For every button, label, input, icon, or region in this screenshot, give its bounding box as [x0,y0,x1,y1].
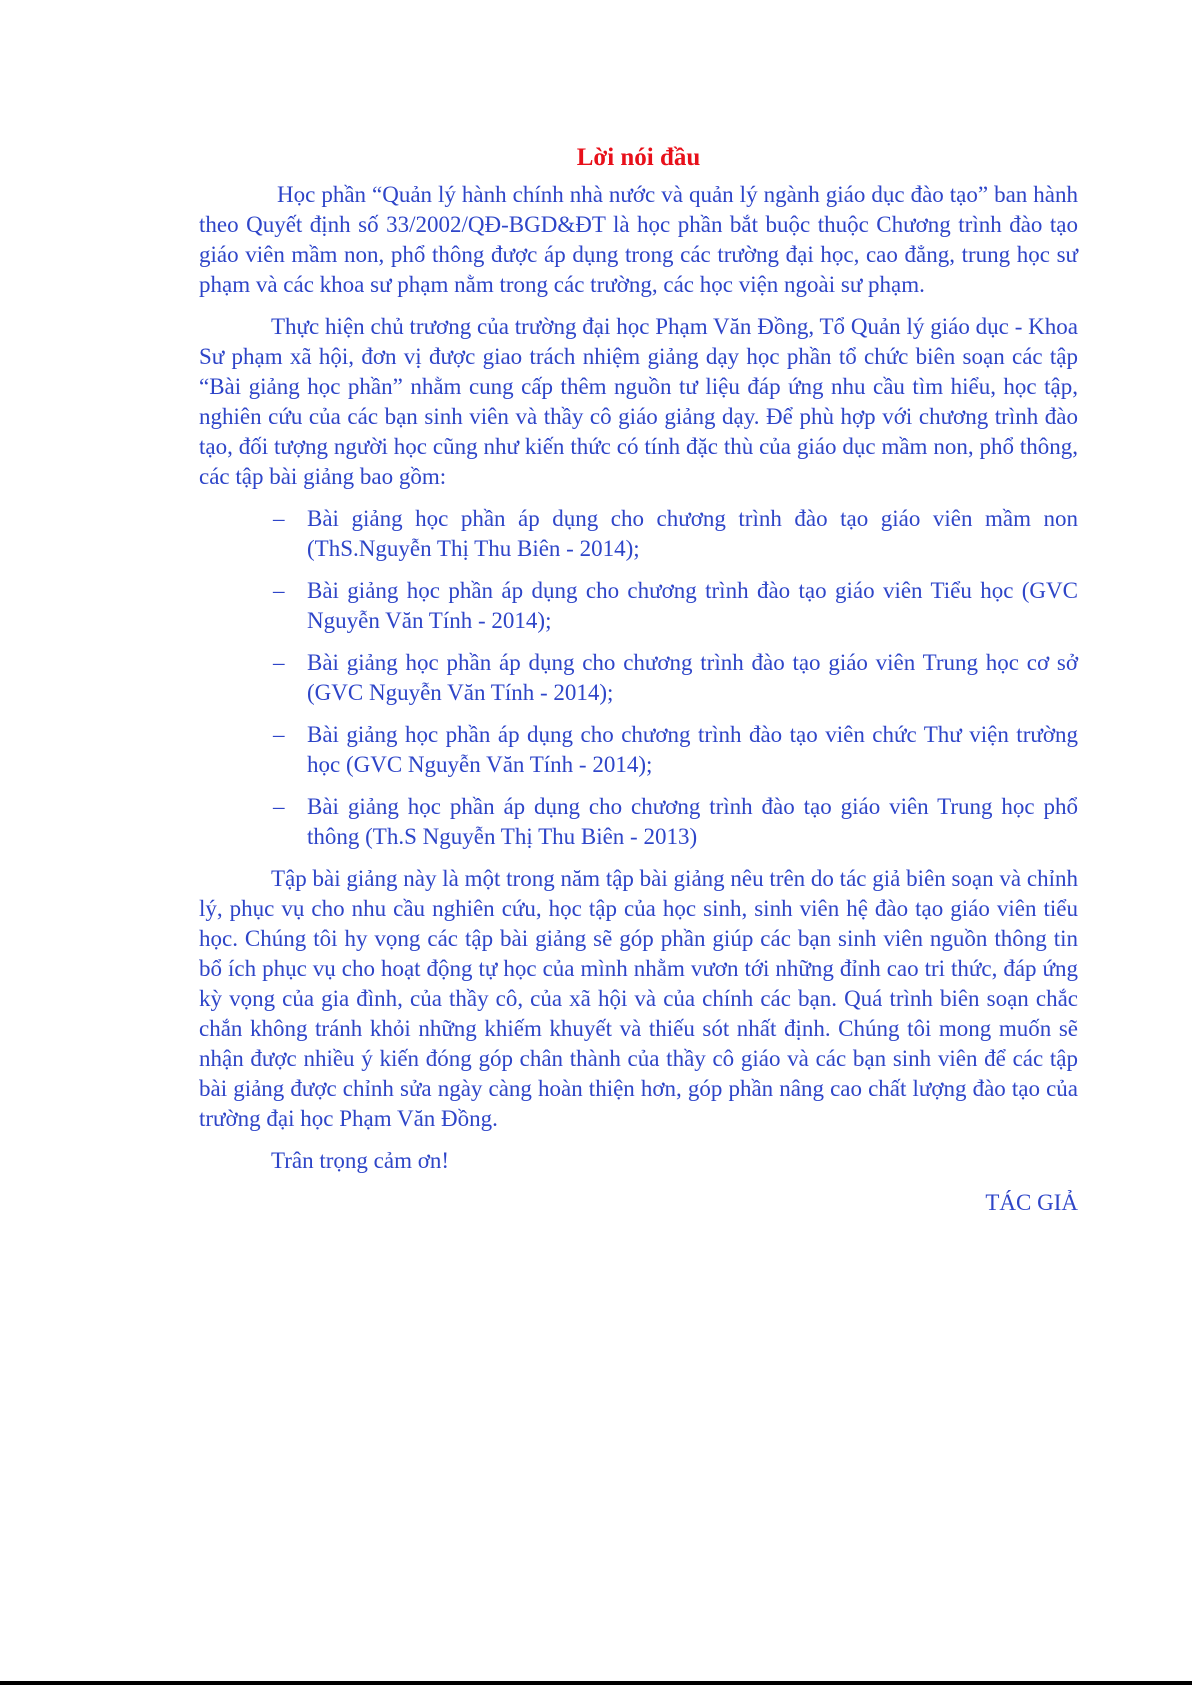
list-item-text: Bài giảng học phần áp dụng cho chương trình đào tạo giáo viên Trung học phổ thông (Th.S Nguyễn Thị Thu Biên - 2013) [307,794,1078,849]
bullet-dash: – [273,722,285,747]
lecture-list [199,504,1078,852]
list-item [199,504,1078,564]
thanks-line: Trân trọng cảm ơn! [271,1148,450,1173]
list-item [199,720,1078,780]
list-item-text: Bài giảng học phần áp dụng cho chương trình đào tạo viên chức Thư viện trường học (GVC Nguyễn Văn Tính - 2014); [307,722,1078,777]
closing-paragraph: Tập bài giảng này là một trong năm tập bài giảng nêu trên do tác giả biên soạn và chỉnh lý, phục vụ cho nhu cầu nghiên cứu, học tập của học sinh, sinh viên hệ đào tạo giáo viên tiểu học. Chúng tôi hy vọng các tập bài giảng sẽ góp phần giúp các bạn sinh viên nguồn thông tin bổ ích phục vụ cho hoạt động tự học của mình nhằm vươn tới những đỉnh cao tri thức, đáp ứng kỳ vọng của gia đình, của thầy cô, của xã hội và của chính các bạn. Quá trình biên soạn chắc chắn không tránh khỏi những khiếm khuyết và thiếu sót nhất định. Chúng tôi mong muốn sẽ nhận được nhiều ý kiến đóng góp chân thành của thầy cô giáo và các bạn sinh viên để các tập bài giảng được chỉnh sửa ngày càng hoàn thiện hơn, góp phần nâng cao chất lượng đào tạo của trường đại học Phạm Văn Đồng. [199,866,1078,1131]
bullet-dash: – [273,650,285,675]
page-title: Lời nói đầu [576,144,701,171]
list-item-text: Bài giảng học phần áp dụng cho chương trình đào tạo giáo viên Trung học cơ sở (GVC Nguyễn Văn Tính - 2014); [307,650,1078,705]
document-body [199,138,1078,1218]
list-item-text: Bài giảng học phần áp dụng cho chương trình đào tạo giáo viên mầm non (ThS.Nguyễn Thị Thu Biên - 2014); [307,506,1078,561]
list-item [199,792,1078,852]
bullet-dash: – [273,794,285,819]
purpose-paragraph: Thực hiện chủ trương của trường đại học Phạm Văn Đồng, Tổ Quản lý giáo dục - Khoa Sư phạm xã hội, đơn vị được giao trách nhiệm giảng dạy học phần tổ chức biên soạn các tập “Bài giảng học phần” nhằm cung cấp thêm nguồn tư liệu đáp ứng nhu cầu tìm hiểu, học tập, nghiên cứu của các bạn sinh viên và thầy cô giáo giảng dạy. Để phù hợp với chương trình đào tạo, đối tượng người học cũng như kiến thức có tính đặc thù của giáo dục mầm non, phổ thông, các tập bài giảng bao gồm: [199,314,1078,489]
list-item [199,576,1078,636]
bullet-dash: – [273,578,285,603]
bullet-dash: – [273,506,285,531]
list-item [199,648,1078,708]
author-signature: TÁC GIẢ [985,1190,1078,1215]
page-bottom-rule [0,1681,1192,1685]
list-item-text: Bài giảng học phần áp dụng cho chương trình đào tạo giáo viên Tiểu học (GVC Nguyễn Văn Tính - 2014); [307,578,1078,633]
intro-paragraph: Học phần “Quản lý hành chính nhà nước và quản lý ngành giáo dục đào tạo” ban hành theo Quyết định số 33/2002/QĐ-BGD&ĐT là học phần bắt buộc thuộc Chương trình đào tạo giáo viên mầm non, phổ thông được áp dụng trong các trường đại học, cao đẳng, trung học sư phạm và các khoa sư phạm nằm trong các trường, các học viện ngoài sư phạm. [199,182,1078,297]
